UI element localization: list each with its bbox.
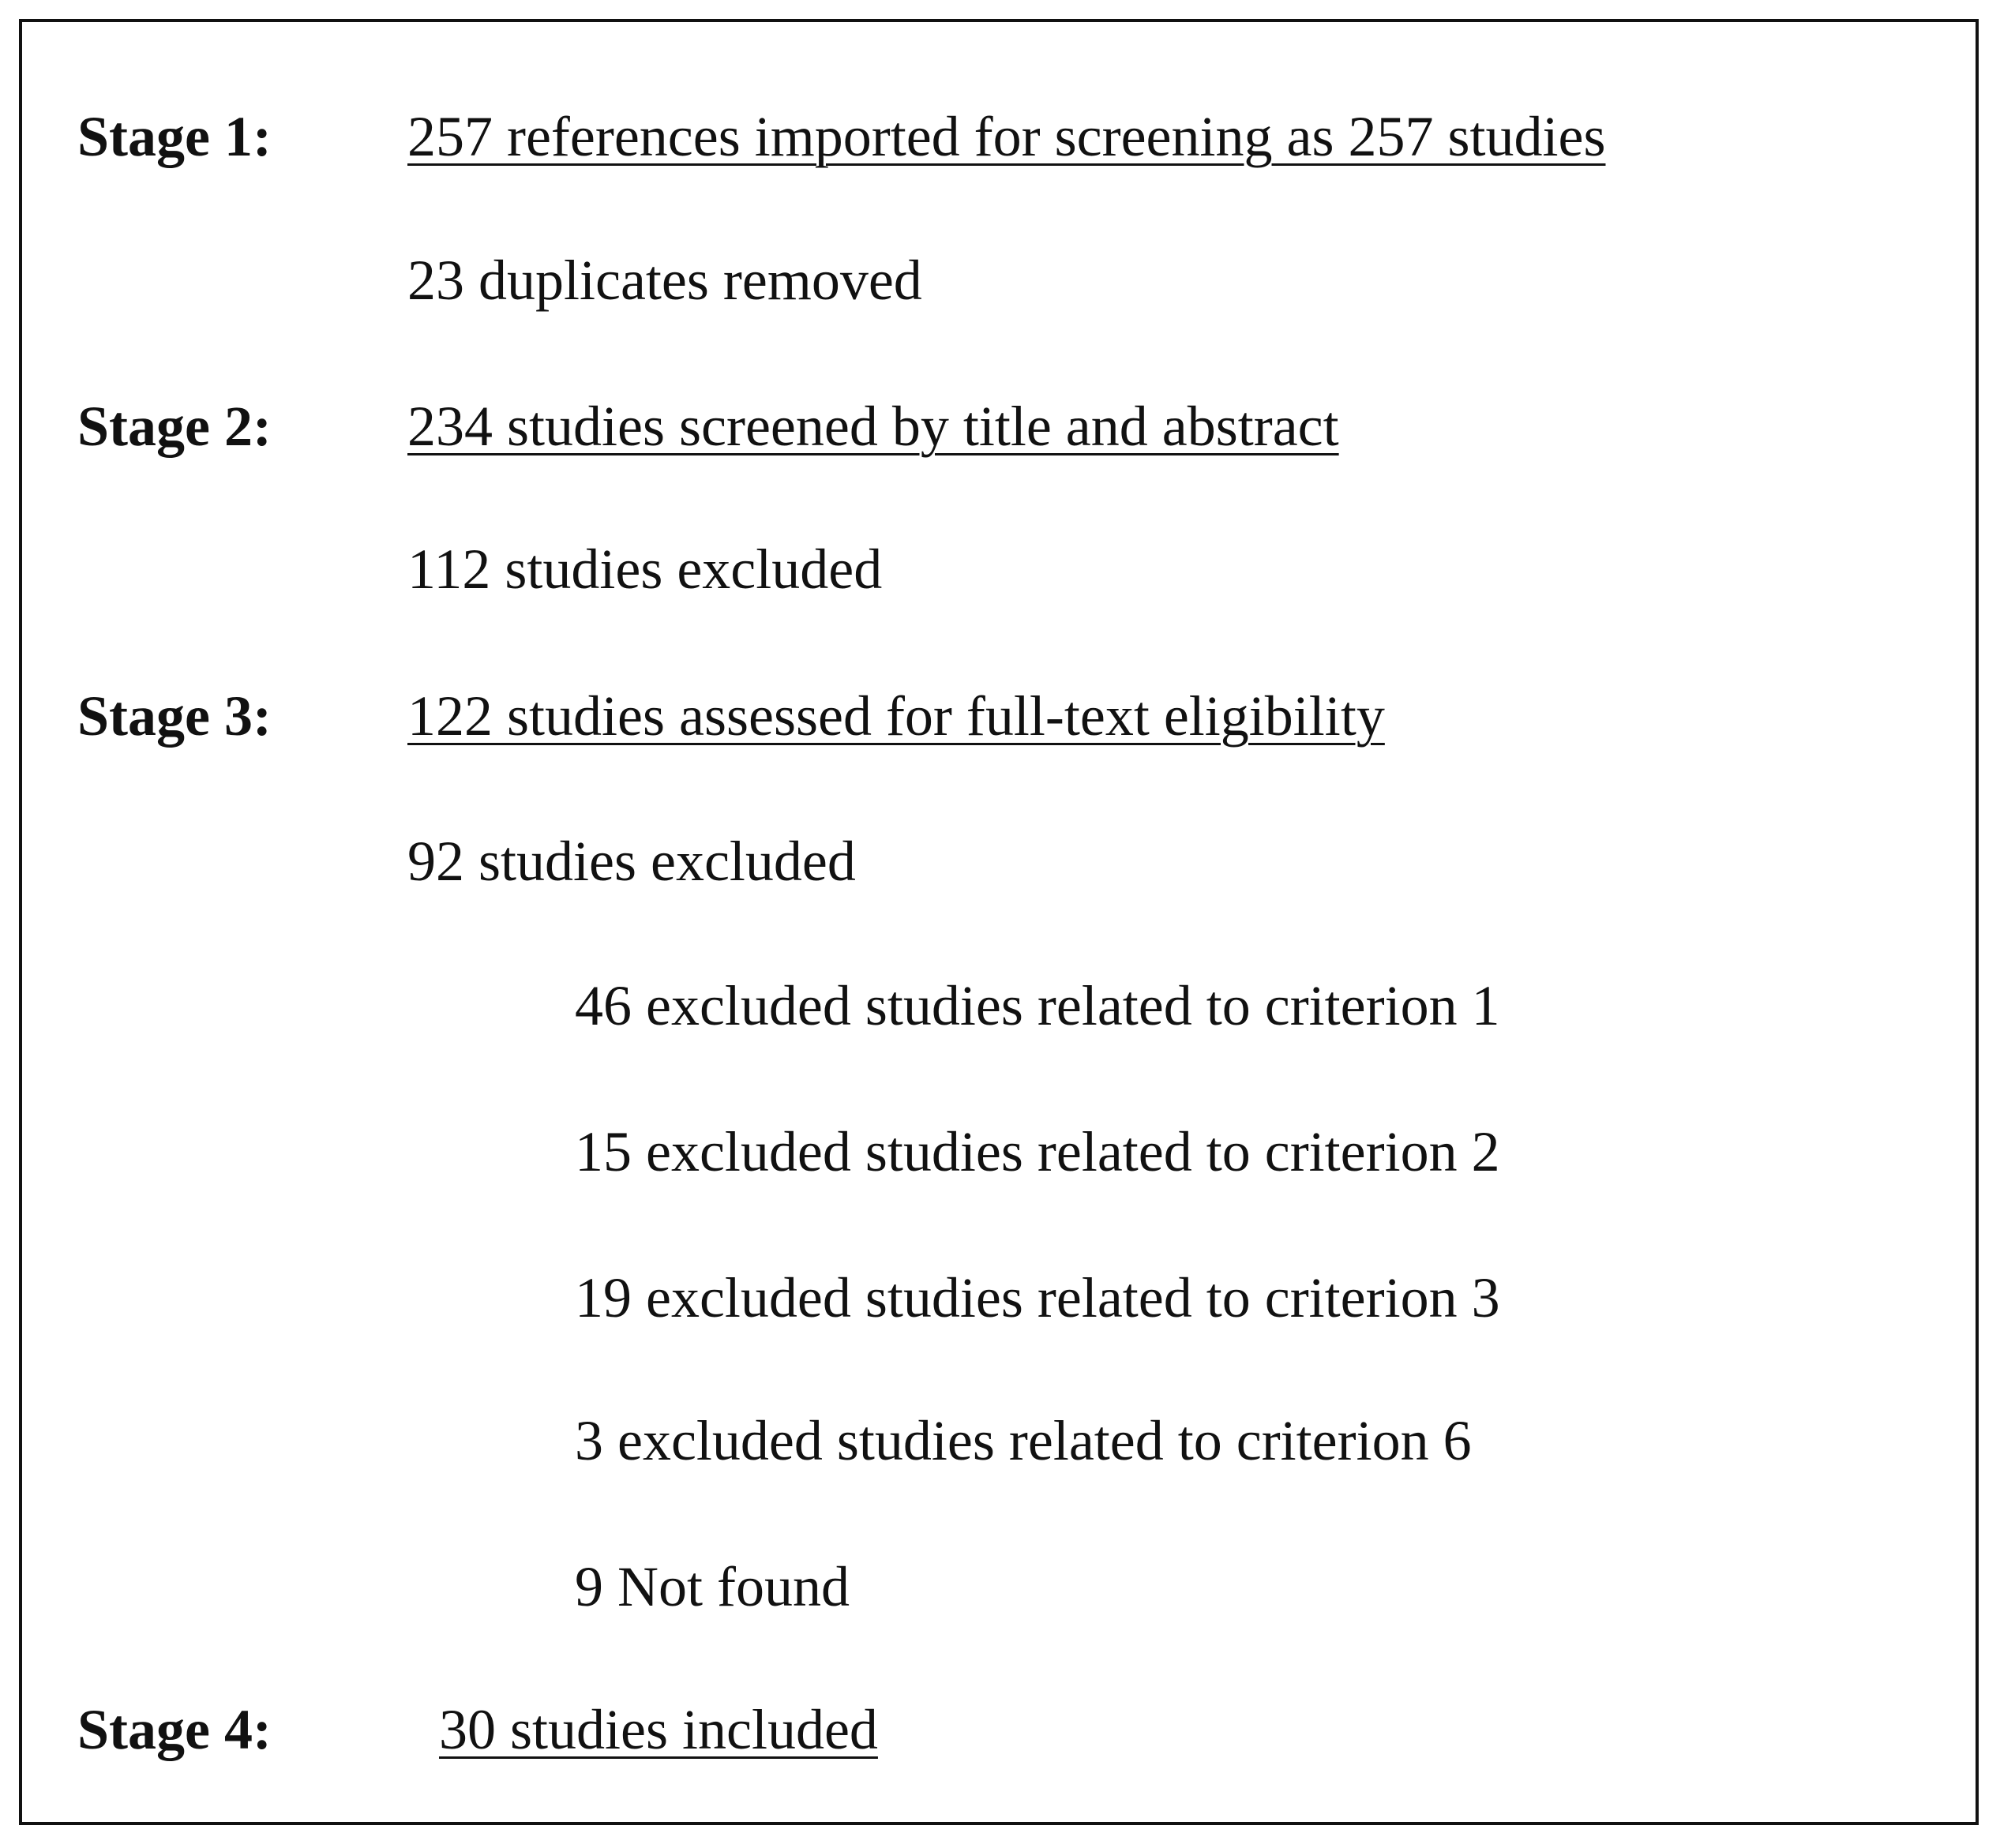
stage-4-headline: 30 studies included (439, 1698, 878, 1761)
diagram-frame (19, 19, 1979, 1825)
stage-3-headline: 122 studies assessed for full-text eligibility (407, 684, 1385, 748)
stage-3-subdetail-criterion-6: 3 excluded studies related to criterion 6 (575, 1409, 1472, 1472)
stage-2-detail: 112 studies excluded (407, 538, 883, 601)
stage-1-headline: 257 references imported for screening as 257 studies (407, 105, 1606, 168)
stage-3-detail: 92 studies excluded (407, 830, 856, 893)
stage-2-headline: 234 studies screened by title and abstract (407, 395, 1339, 458)
stage-4-label: Stage 4: (77, 1698, 272, 1761)
stage-3-subdetail-criterion-2: 15 excluded studies related to criterion 2 (575, 1120, 1500, 1183)
stage-3-subdetail-criterion-3: 19 excluded studies related to criterion 3 (575, 1266, 1500, 1329)
stage-1-detail: 23 duplicates removed (407, 249, 922, 312)
stage-2-label: Stage 2: (77, 395, 272, 458)
stage-1-label: Stage 1: (77, 105, 272, 168)
stage-3-subdetail-criterion-1: 46 excluded studies related to criterion 1 (575, 974, 1500, 1037)
stage-3-label: Stage 3: (77, 684, 272, 748)
stage-3-subdetail-not-found: 9 Not found (575, 1555, 850, 1618)
